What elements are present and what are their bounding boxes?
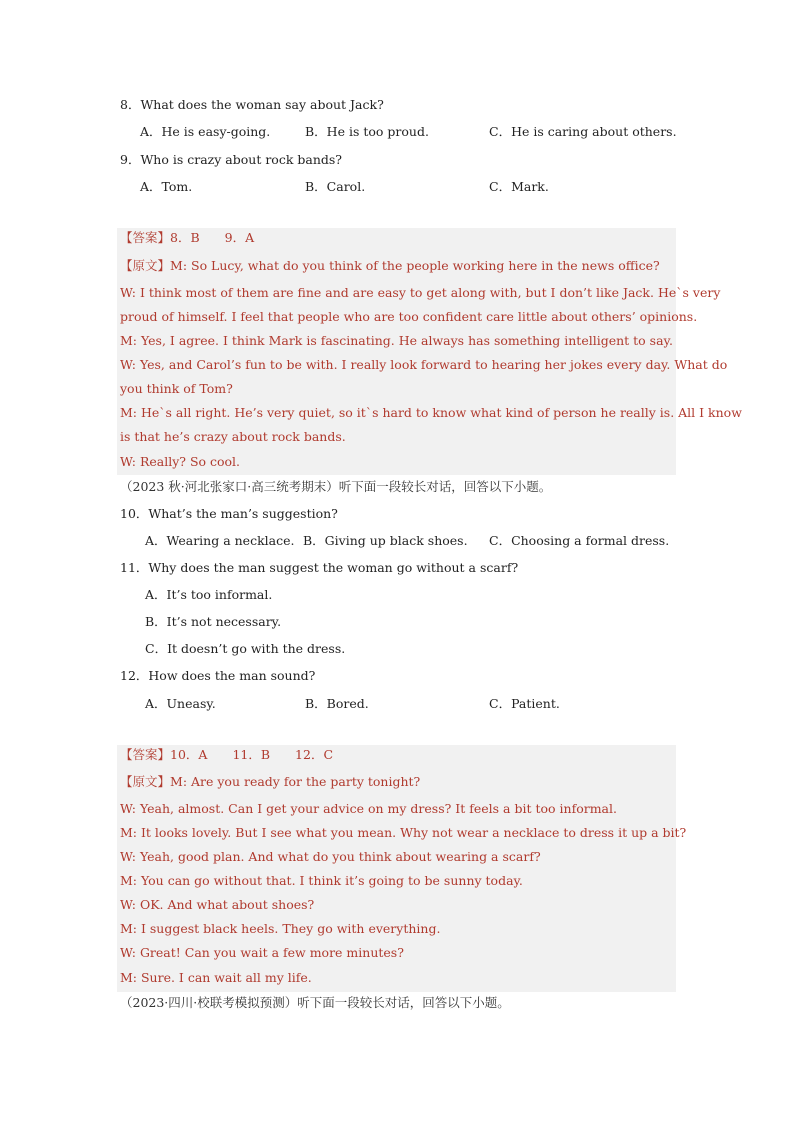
question-9-stem: 9．Who is crazy about rock bands? [120, 152, 342, 167]
transcript-line: W: I think most of them are fine and are easy to get along with, but I don’t like Jack. He`s very [120, 285, 721, 300]
transcript-line: you think of Tom? [120, 381, 233, 396]
question-8-option-b: B．He is too proud. [305, 124, 429, 139]
transcript-line: W: Yeah, almost. Can I get your advice on my dress? It feels a bit too informal. [120, 801, 617, 816]
transcript-line: M: It looks lovely. But I see what you mean. Why not wear a necklace to dress it up a bit? [120, 825, 687, 840]
transcript-line: M: I suggest black heels. They go with everything. [120, 921, 441, 936]
transcript-line: W: Yeah, good plan. And what do you think about wearing a scarf? [120, 849, 541, 864]
answer-line-2: 【答案】10．A 11．B 12．C [120, 747, 334, 762]
transcript-line: proud of himself. I feel that people who are too confident care little about others’ opinions. [120, 309, 698, 324]
question-12-option-a: A．Uneasy. [145, 696, 216, 711]
transcript-line: M: He`s all right. He’s very quiet, so it`s hard to know what kind of person he really is. All I know [120, 405, 742, 420]
question-9-option-b: B．Carol. [305, 179, 366, 194]
question-11-option-b: B．It’s not necessary. [145, 614, 282, 629]
source-note-2: （2023 秋·河北张家口·高三统考期末）听下面一段较长对话，回答以下小题。 [120, 479, 552, 494]
question-12-option-b: B．Bored. [305, 696, 369, 711]
question-10-option-c: C．Choosing a formal dress. [489, 533, 670, 548]
transcript-line: M: Sure. I can wait all my life. [120, 970, 312, 985]
transcript-line: W: Great! Can you wait a few more minutes? [120, 945, 404, 960]
transcript-line: M: You can go without that. I think it’s going to be sunny today. [120, 873, 523, 888]
question-11-option-a: A．It’s too informal. [145, 587, 273, 602]
transcript-line: M: Yes, I agree. I think Mark is fascinating. He always has something intelligent to say. [120, 333, 673, 348]
question-10-option-b: B．Giving up black shoes. [303, 533, 468, 548]
transcript-line: 【原文】M: So Lucy, what do you think of the people working here in the news office? [120, 258, 660, 273]
transcript-line: is that he’s crazy about rock bands. [120, 429, 346, 444]
question-8-stem: 8．What does the woman say about Jack? [120, 97, 384, 112]
transcript-line: W: OK. And what about shoes? [120, 897, 315, 912]
transcript-line: W: Really? So cool. [120, 454, 241, 469]
question-12-option-c: C．Patient. [489, 696, 560, 711]
transcript-line: W: Yes, and Carol’s fun to be with. I really look forward to hearing her jokes every day. What do [120, 357, 728, 372]
question-9-option-a: A．Tom. [140, 179, 193, 194]
source-note-3: （2023·四川·校联考模拟预测）听下面一段较长对话，回答以下小题。 [120, 995, 510, 1010]
answer-line-1: 【答案】8．B 9．A [120, 230, 255, 245]
question-11-option-c: C．It doesn’t go with the dress. [145, 641, 346, 656]
question-12-stem: 12．How does the man sound? [120, 668, 316, 683]
question-8-option-c: C．He is caring about others. [489, 124, 677, 139]
transcript-line: 【原文】M: Are you ready for the party tonight? [120, 774, 421, 789]
question-10-option-a: A．Wearing a necklace. [145, 533, 295, 548]
question-11-stem: 11．Why does the man suggest the woman go without a scarf? [120, 560, 519, 575]
question-10-stem: 10．What’s the man’s suggestion? [120, 506, 338, 521]
question-8-option-a: A．He is easy-going. [140, 124, 271, 139]
question-9-option-c: C．Mark. [489, 179, 549, 194]
